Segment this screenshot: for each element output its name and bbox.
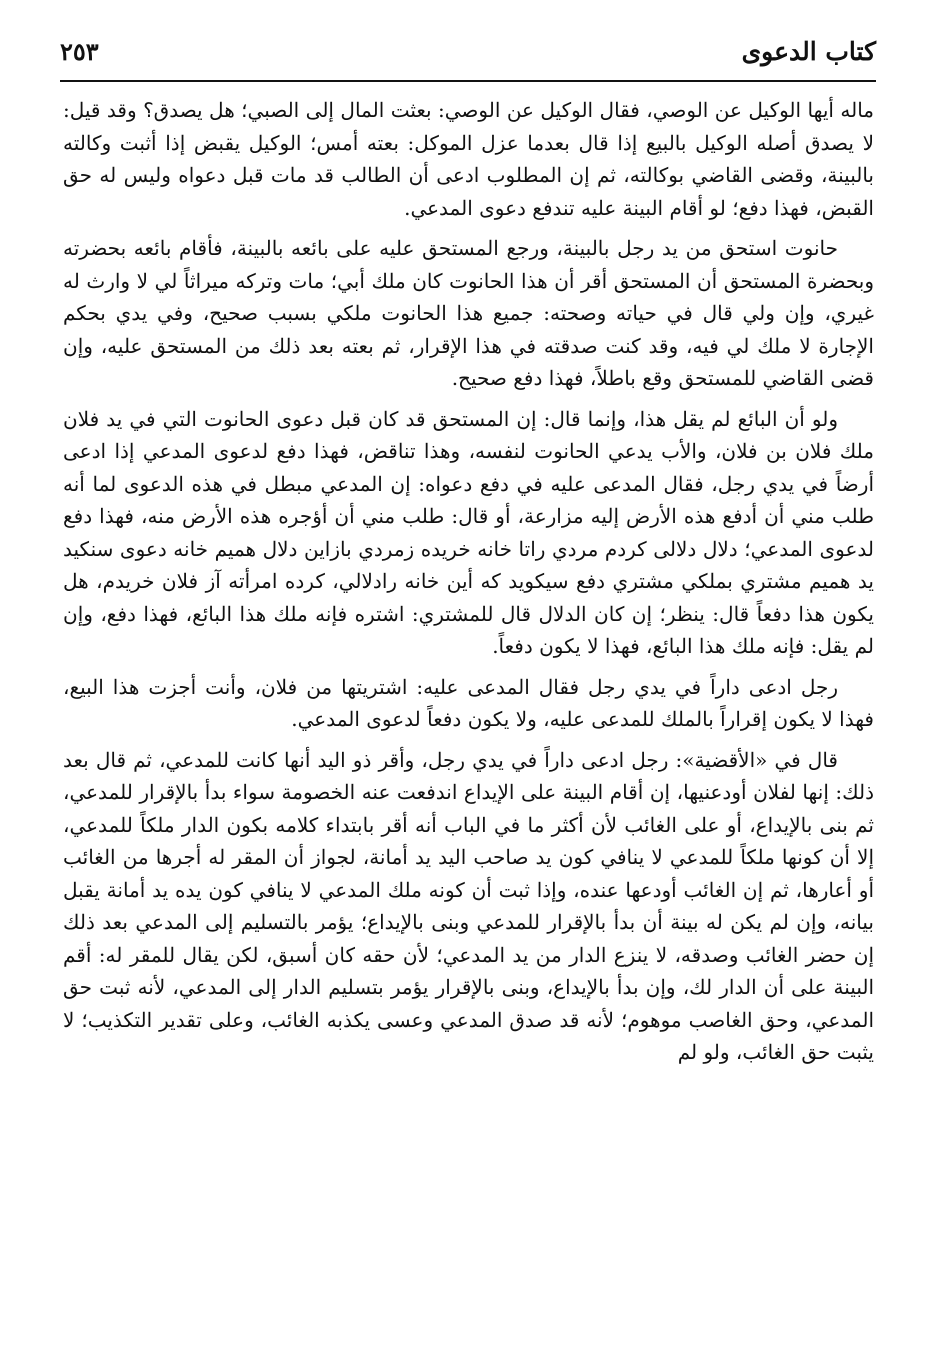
- page-number: ٢٥٣: [60, 36, 99, 66]
- header-divider: [60, 80, 876, 82]
- paragraph-5: قال في «الأقضية»: رجل ادعى داراً في يدي رجل، وأقر ذو اليد أنها كانت للمدعي، ثم قال بعد ذلك: إنها لفلان أودعنيها، إن أقام البينة على الإيداع اندفعت عنه الخصومة سواء بدأ بالإقرار للمدعي، ثم بنى بالإيداع، أو على الغائب لأن أكثر ما في الباب أنه أقر بابتداء كلامه بكون الدار ملكاً للمدعي، إلا أن كونها ملكاً للمدعي لا ينافي كون يد صاحب اليد يد أمانة، لجواز أن المقر له أجرها من الغائب أو أعارها، ثم إن الغائب أودعها عنده، وإذا ثبت أن كونه ملك المدعي لا ينافي كون يده يد أمانة يقبل بيانه، وإن لم يكن له بينة أن بدأ بالإقرار للمدعي وبنى بالإيداع؛ يؤمر بالتسليم إلى المدعي بعد ذلك إن حضر الغائب وصدقه، لا ينزع الدار من يد المدعي؛ لأن حقه كان أسبق، لكن يقال للمقر له: أقم البينة على أن الدار لك، وإن بدأ بالإيداع، وبنى بالإقرار يؤمر بتسليم الدار إلى المدعي، لأنه ثبت حق المدعي، وحق الغاصب موهوم؛ لأنه قد صدق المدعي وعسى يكذبه الغائب، وعلى تقدير التكذيب؛ لا يثبت حق الغائب، ولو لم: [63, 747, 874, 1064]
- running-header: [60, 28, 876, 74]
- book-chapter-title: كتاب الدعوى: [741, 36, 876, 66]
- paragraph-1: ماله أيها الوكيل عن الوصي، فقال الوكيل عن الوصي: بعثت المال إلى الصبي؛ هل يصدق؟ وقد قيل: لا يصدق أصله الوكيل بالبيع إذا قال بعدما عزل الموكل: بعته أمس؛ الوكيل يقبض إذا أثبت وكالته بالبينة، وقضى القاضي بوكالته، ثم إن المطلوب ادعى أن الطالب قد مات قبل دعواه وليس له حق القبض، فهذا دفع؛ لو أقام البينة عليه تندفع دعوى المدعي.: [63, 98, 874, 220]
- paragraph-3: ولو أن البائع لم يقل هذا، وإنما قال: إن المستحق قد كان قبل دعوى الحانوت التي في يد فلان ملك فلان بن فلان، والأب يدعي الحانوت لنفسه، وهذا تناقض، فهذا دفع لدعوى المدعي إذا ادعى أرضاً في يدي رجل، فقال المدعى عليه في دفع دعواه: إن المدعي مبطل في هذه الدعوى لما أنه طلب مني أن أدفع هذه الأرض إليه مزارعة، أو قال: طلب مني أن أؤجره هذه الأرض منه، فهذا دفع لدعوى المدعي؛ دلال دلالى كردم مردي راتا خانه خريده زمردي بازاين دلال هميم خانه دعوى سنكيد يد هميم مشتري بملكي مشتري دفع سيكويد كه أين خانه رادلالي، كرده امرأته آز فلان خريدم، هل يكون هذا دفعاً قال: ينظر؛ إن كان الدلال قال للمشتري: اشتره فإنه ملك هذا البائع، فهذا دفع، وإن لم يقل: فإنه ملك هذا البائع، فهذا لا يكون دفعاً.: [63, 406, 874, 658]
- main-text-body: [63, 94, 874, 1077]
- paragraph-2: حانوت استحق من يد رجل بالبينة، ورجع المستحق عليه على بائعه بالبينة، فأقام بائعه بحضرته وبحضرة المستحق أن المستحق أقر أن هذا الحانوت كان ملك أبي؛ مات وتركه ميراثاً لي لا وارث له غيري، وإن ولي قال في حياته وصحته: جميع هذا الحانوت ملكي بسبب صحيح، وفي يدي بحكم الإجارة لا ملك لي فيه، وقد كنت صدقته في هذا الإقرار، ثم بعته بعد ذلك من المستحق عليه، وإن قضى القاضي للمستحق وقع باطلاً، فهذا دفع صحيح.: [63, 236, 874, 390]
- paragraph-4: رجل ادعى داراً في يدي رجل فقال المدعى عليه: اشتريتها من فلان، وأنت أجزت هذا البيع، فهذا لا يكون إقراراً بالملك للمدعى عليه، ولا يكون دفعاً لدعوى المدعي.: [63, 674, 874, 731]
